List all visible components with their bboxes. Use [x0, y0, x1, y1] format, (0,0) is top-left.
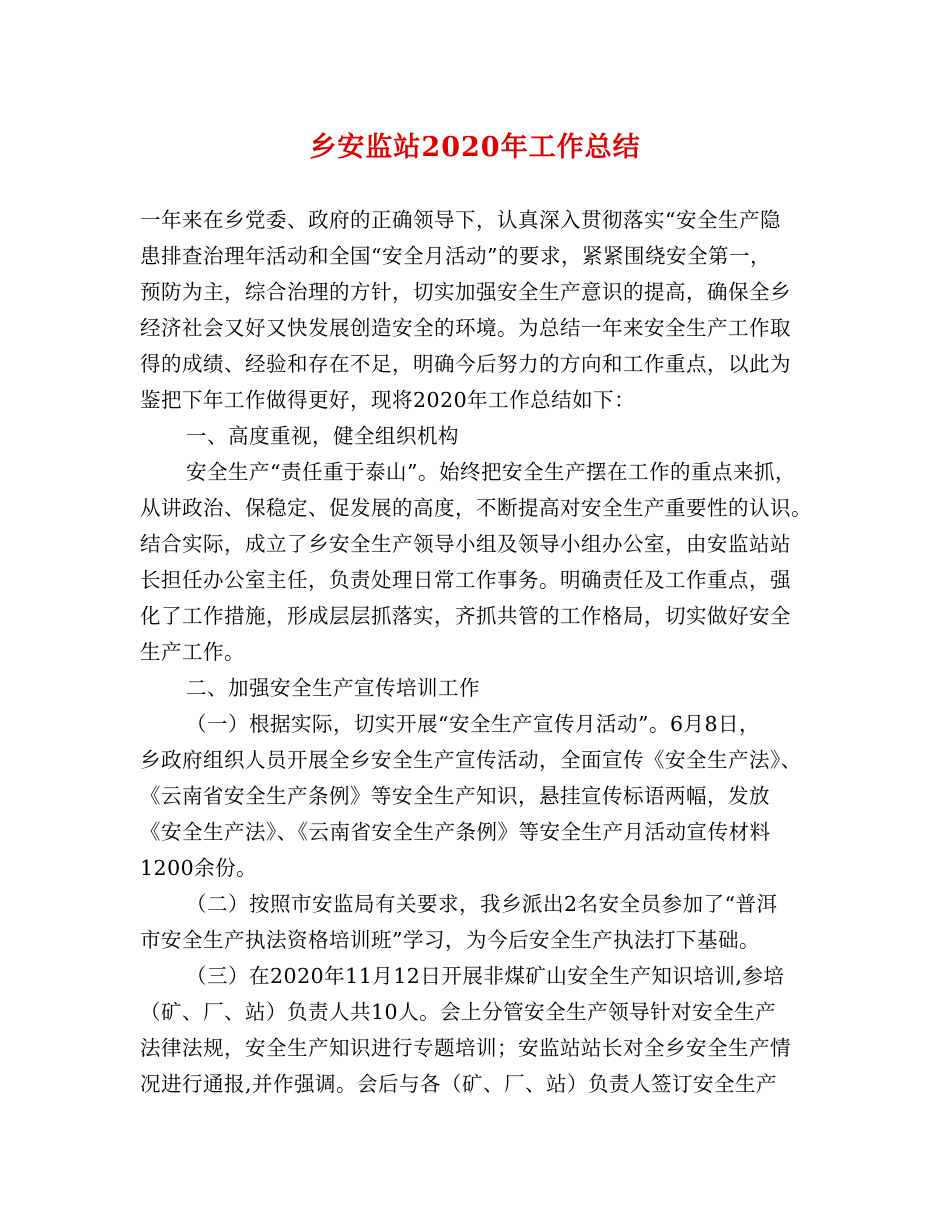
paragraph-line: 乡政府组织人员开展全乡安全生产宣传活动，全面宣传《安全生产法》、 — [140, 748, 802, 772]
paragraph-line: 生产工作。 — [140, 640, 245, 664]
paragraph-line: 经济社会又好又快发展创造安全的环境。为总结一年来安全生产工作取 — [140, 316, 791, 340]
paragraph-line: 《云南省安全生产条例》等安全生产知识，悬挂宣传标语两幅，发放 — [140, 784, 770, 808]
paragraph-line: 市安全生产执法资格培训班”学习，为今后安全生产执法打下基础。 — [140, 928, 760, 952]
paragraph-line: 1200余份。 — [140, 856, 258, 880]
section-heading: 一、高度重视，健全组织机构 — [186, 424, 459, 448]
paragraph-line: （矿、厂、站）负责人共10人。会上分管安全生产领导针对安全生产 — [140, 1000, 777, 1024]
paragraph-line: （一）根据实际，切实开展“安全生产宣传月活动”。6月8日， — [186, 712, 761, 736]
paragraph-line: （二）按照市安监局有关要求，我乡派出2名安全员参加了“普洱 — [186, 892, 778, 916]
paragraph-line: 法律法规，安全生产知识进行专题培训；安监站站长对全乡安全生产情 — [140, 1036, 791, 1060]
paragraph-line: 况进行通报,并作强调。会后与各（矿、厂、站）负责人签订安全生产 — [140, 1072, 778, 1096]
paragraph-line: 鉴把下年工作做得更好，现将2020年工作总结如下： — [140, 388, 636, 412]
paragraph-line: 从讲政治、保稳定、促发展的高度，不断提高对安全生产重要性的认识。 — [140, 496, 812, 520]
paragraph-line: 得的成绩、经验和存在不足，明确今后努力的方向和工作重点，以此为 — [140, 352, 791, 376]
paragraph-line: 安全生产“责任重于泰山”。始终把安全生产摆在工作的重点来抓， — [186, 460, 796, 484]
paragraph-line: 化了工作措施，形成层层抓落实，齐抓共管的工作格局，切实做好安全 — [140, 604, 791, 628]
paragraph-line: 一年来在乡党委、政府的正确领导下，认真深入贯彻落实“安全生产隐 — [140, 208, 781, 232]
paragraph-line: 患排查治理年活动和全国“安全月活动”的要求，紧紧围绕安全第一， — [140, 244, 771, 268]
paragraph-line: 预防为主，综合治理的方针，切实加强安全生产意识的提高，确保全乡 — [140, 280, 791, 304]
paragraph-line: 《安全生产法》、《云南省安全生产条例》等安全生产月活动宣传材料 — [140, 820, 771, 844]
paragraph-line: 长担任办公室主任，负责处理日常工作事务。明确责任及工作重点，强 — [140, 568, 791, 592]
section-heading: 二、加强安全生产宣传培训工作 — [186, 676, 480, 700]
document-title: 乡安监站2020年工作总结 — [309, 132, 641, 163]
paragraph-line: 结合实际，成立了乡安全生产领导小组及领导小组办公室，由安监站站 — [140, 532, 791, 556]
paragraph-line: （三）在2020年11月12日开展非煤矿山安全生产知识培训,参培 — [186, 964, 785, 988]
